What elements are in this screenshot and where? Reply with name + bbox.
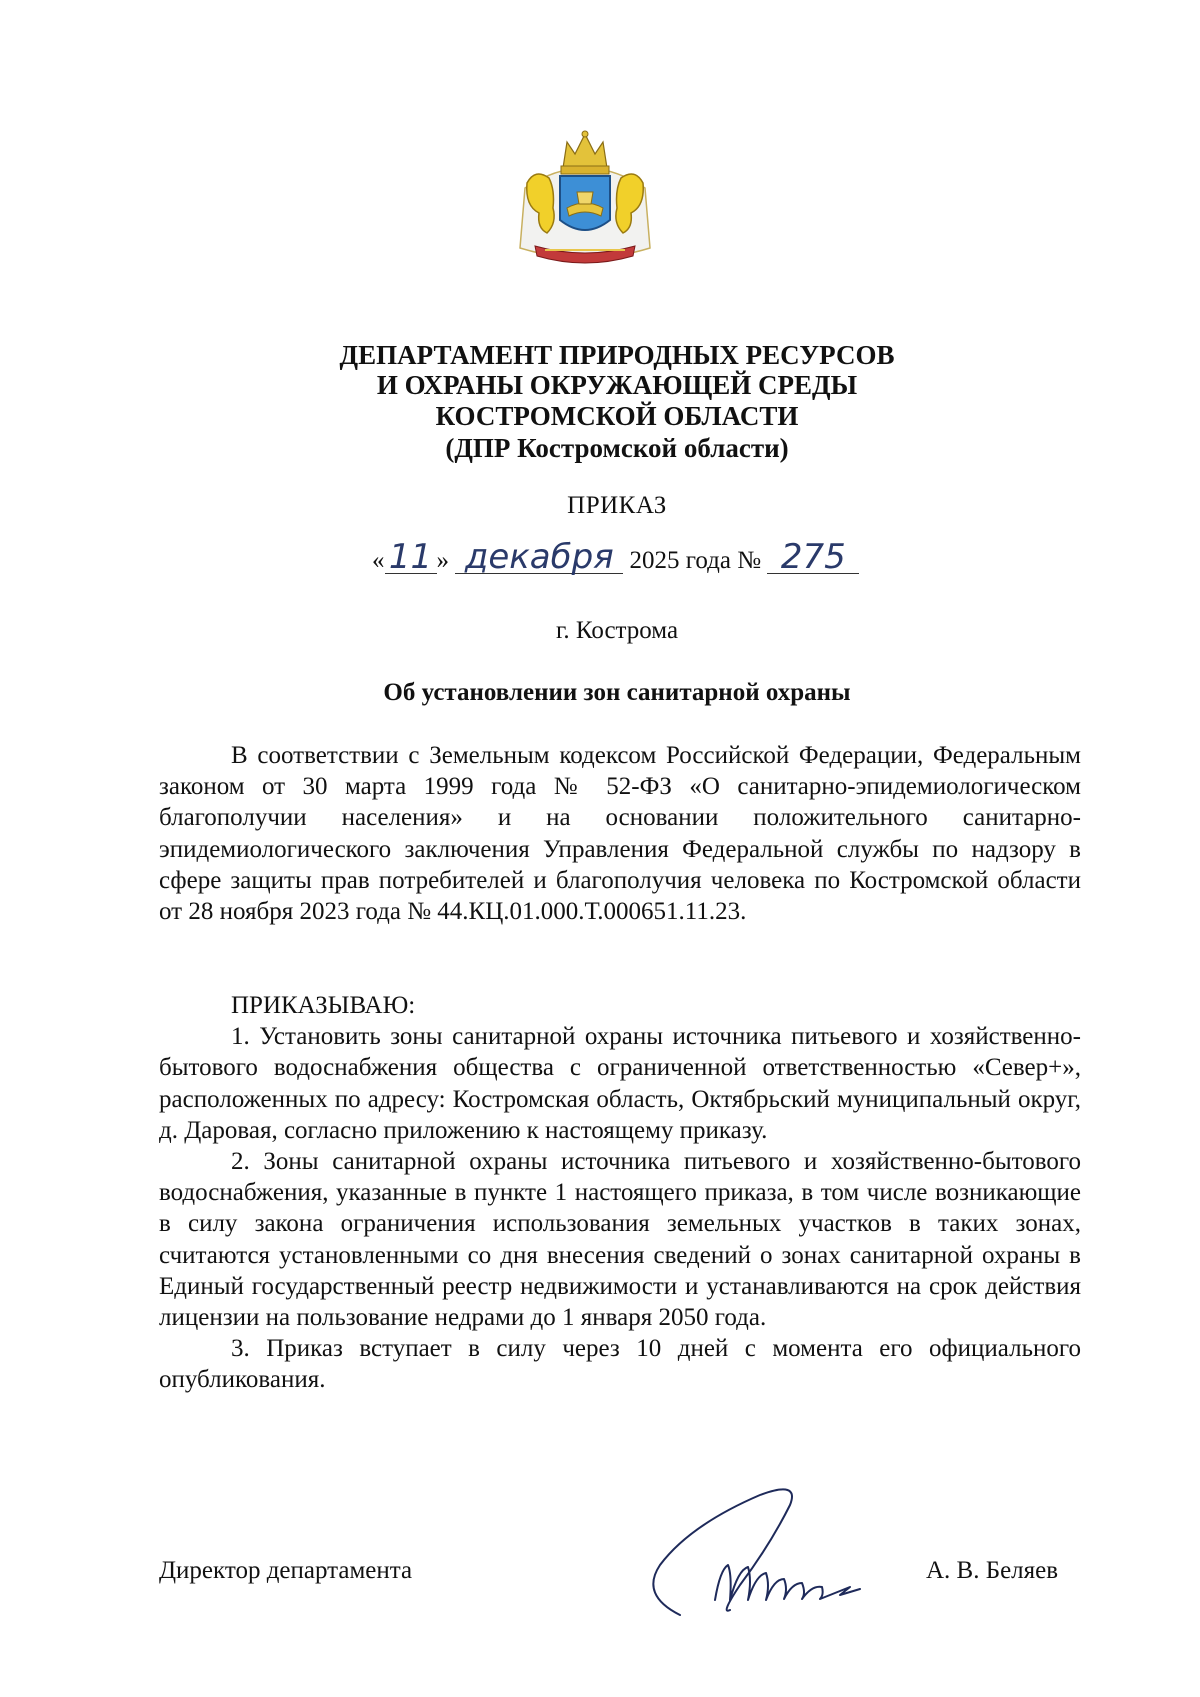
handwritten-signature xyxy=(620,1475,920,1625)
preamble-text: В соответствии с Земельным кодексом Российской Федерации, Федеральным законом от 30 марта 1999 года № 52-ФЗ «О санитарно-эпидемиологическом благополучии населения» и на основании положительного санитарно-эпидемиологического заключения Управления Федеральной службы по надзору в сфере защиты прав потребителей и благополучия человека по Костромской области от 28 ноября 2023 года № 44.КЦ.01.000.Т.000651.11.23. xyxy=(159,742,1081,926)
order-subject: Об установлении зон санитарной охраны xyxy=(383,679,851,706)
date-year-text: 2025 года № xyxy=(629,547,762,574)
order-number: 275 xyxy=(767,541,859,574)
order-word: ПРИКАЗЫВАЮ: xyxy=(231,992,416,1019)
signatory-title: Директор департамента xyxy=(159,1557,413,1584)
date-open-quote: « xyxy=(372,547,385,574)
document-type: ПРИКАЗ xyxy=(567,492,667,519)
department-short-name: (ДПР Костромской области) xyxy=(445,433,789,463)
preamble xyxy=(159,740,1081,927)
order-date-line xyxy=(372,537,859,577)
order-item-1: 1. Установить зоны санитарной охраны источника питьевого и хозяйственно-бытового водоснабжения общества с ограниченной ответственностью «Север+», расположенных по адресу: Костромская область, Октябрьский муниципальный округ, д. Даровая, согласно приложению к настоящему приказу. xyxy=(159,1023,1081,1144)
date-day: 11 xyxy=(385,541,437,574)
date-month: декабря xyxy=(455,541,623,574)
order-items xyxy=(159,990,1081,1396)
kostroma-coat-of-arms-icon xyxy=(505,128,665,278)
department-name-line-1: ДЕПАРТАМЕНТ ПРИРОДНЫХ РЕСУРСОВ xyxy=(339,340,895,370)
date-close-quote: » xyxy=(436,547,449,574)
city: г. Кострома xyxy=(555,617,679,644)
department-name-line-3: КОСТРОМСКОЙ ОБЛАСТИ xyxy=(435,401,799,431)
department-name-line-2: И ОХРАНЫ ОКРУЖАЮЩЕЙ СРЕДЫ xyxy=(376,370,858,400)
order-item-3: 3. Приказ вступает в силу через 10 дней с момента его официального опубликования. xyxy=(159,1335,1081,1394)
order-item-2: 2. Зоны санитарной охраны источника питьевого и хозяйственно-бытового водоснабжения, указанные в пункте 1 настоящего приказа, в том числе возникающие в силу закона ограничения использования земельных участков в таких зонах, считаются установленными со дня внесения сведений о зонах санитарной охраны в Единый государственный реестр недвижимости и устанавливаются на срок действия лицензии на пользование недрами до 1 января 2050 года. xyxy=(159,1148,1081,1332)
signatory-name: А. В. Беляев xyxy=(926,1557,1059,1584)
